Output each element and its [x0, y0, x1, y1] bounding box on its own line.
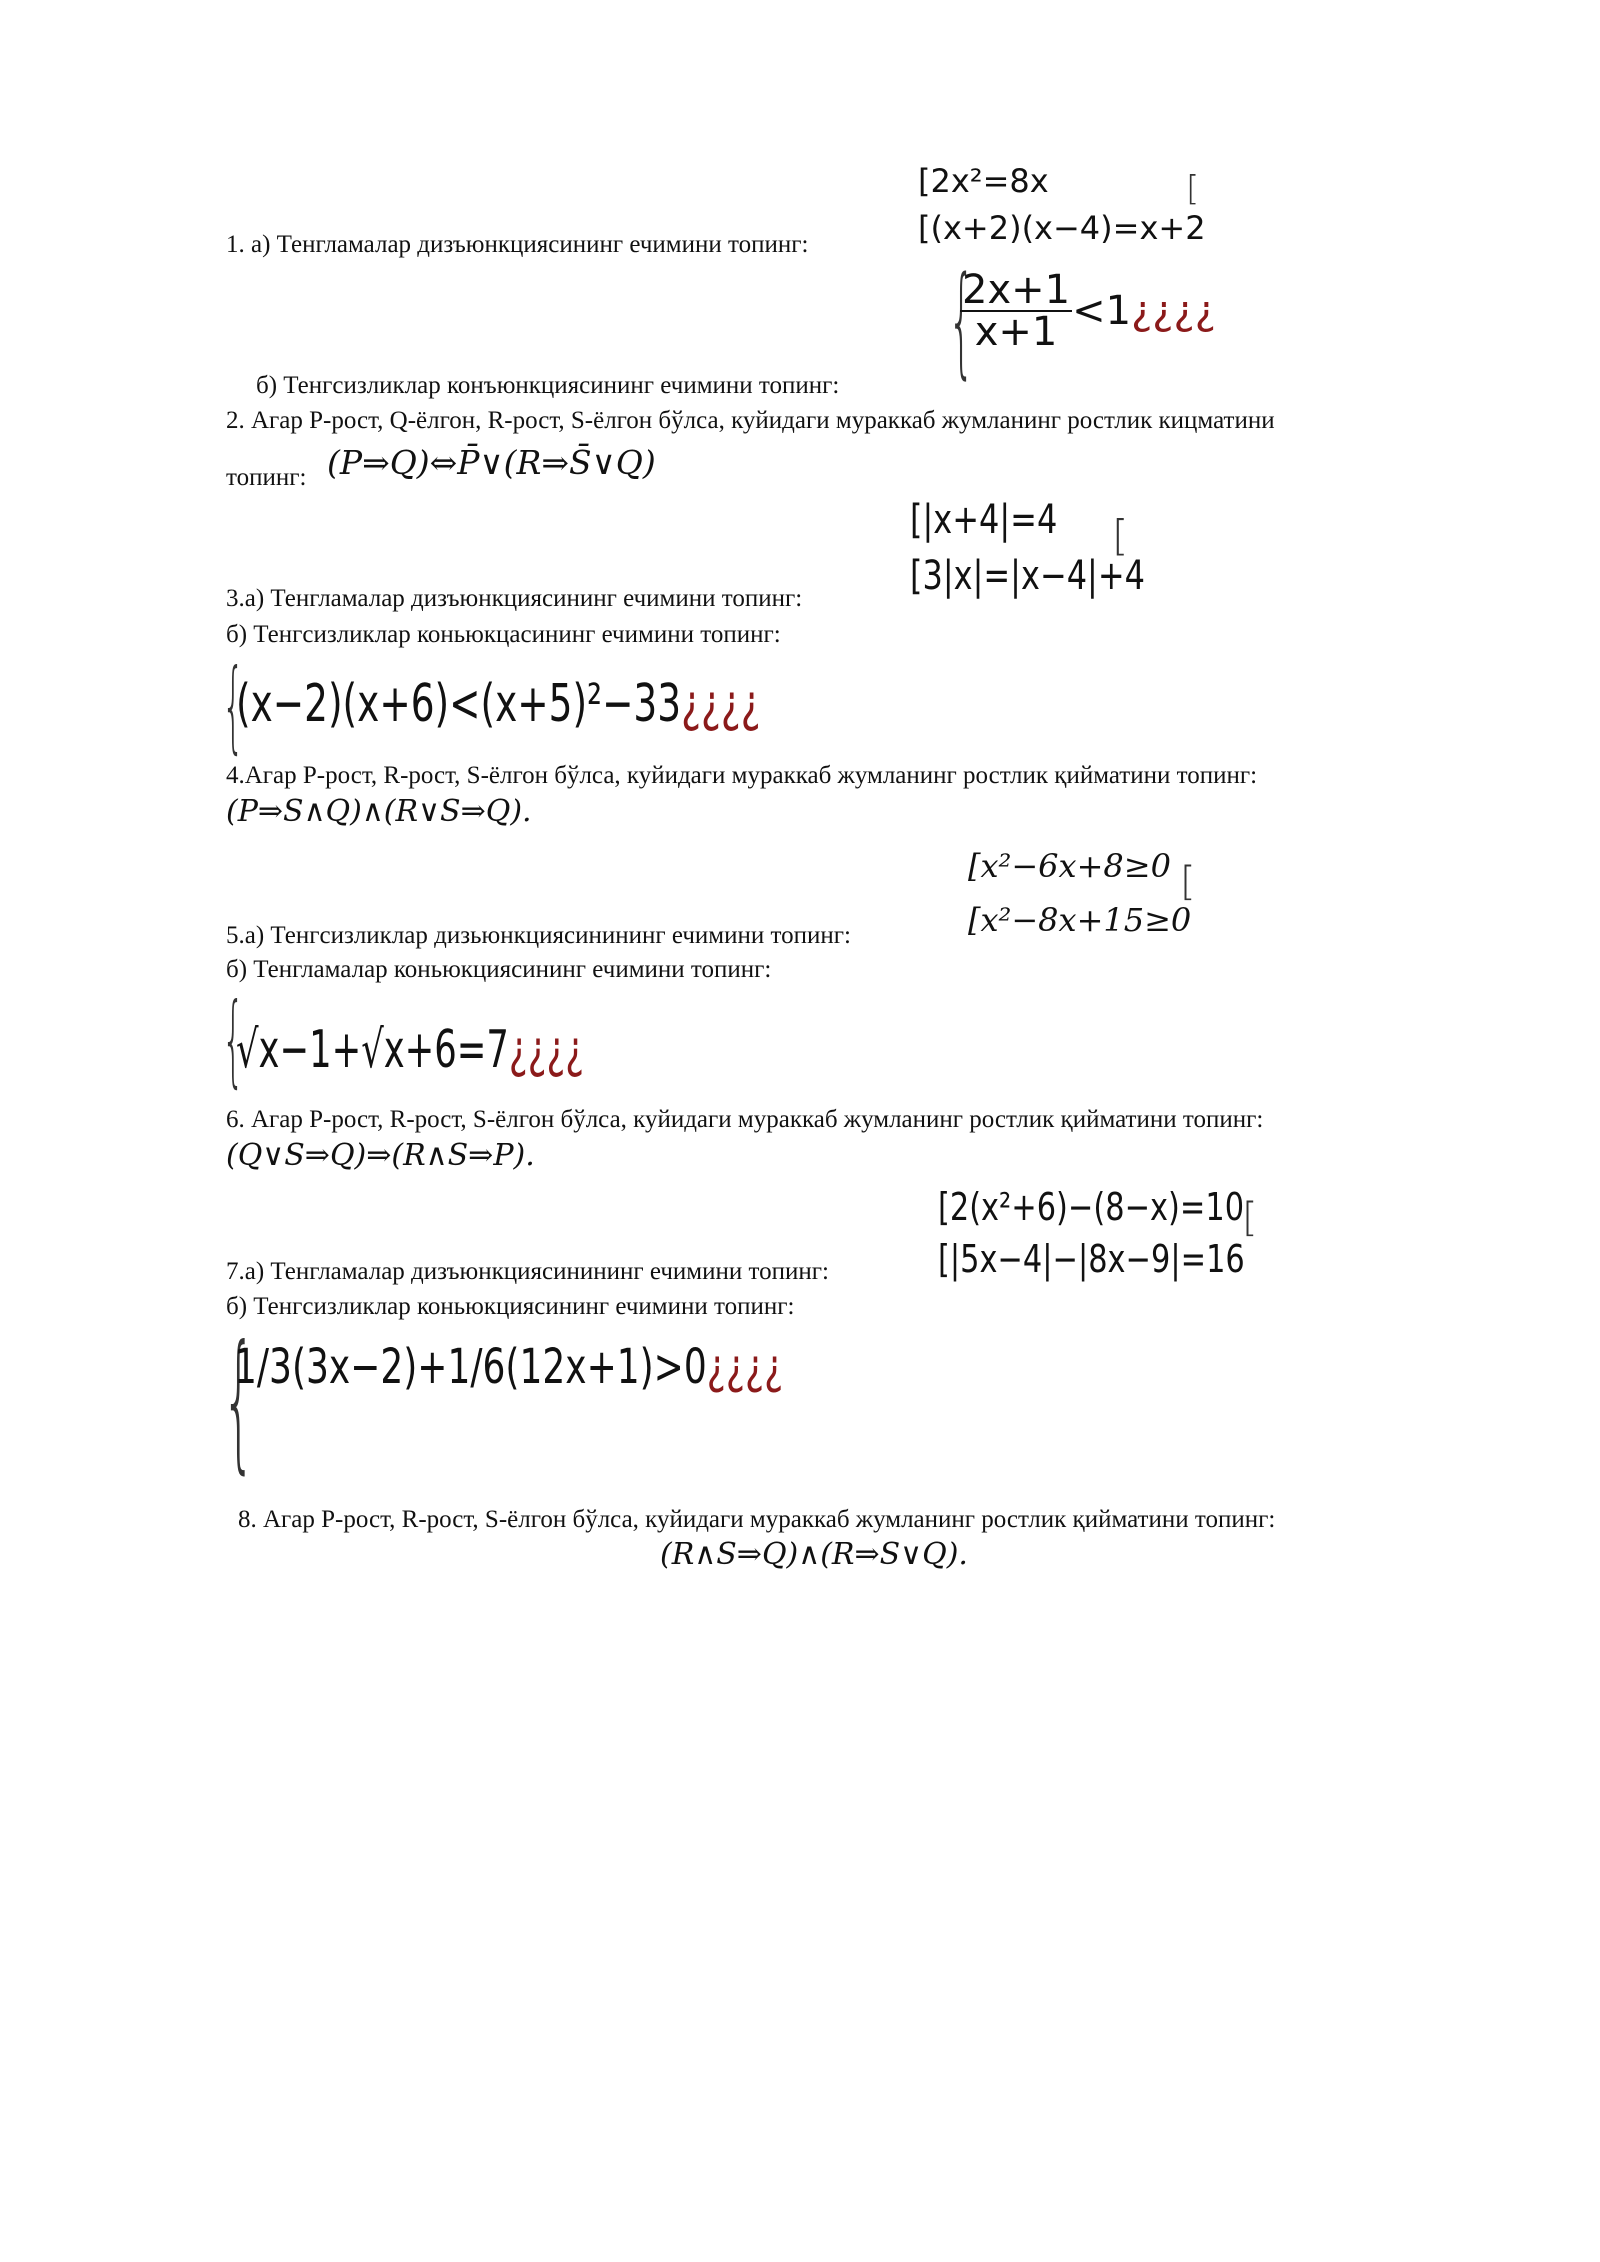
- p7-b-formula: 1/3(3x−2)+1/6(12x+1)>0: [234, 1339, 707, 1395]
- p7-b-inequality: [234, 1339, 784, 1395]
- p5-a-system-line1: [x²−6x+8≥0: [968, 847, 1171, 885]
- p7-a-system-line1: [2(x²+6)−(8−x)=10: [938, 1185, 1245, 1229]
- p1-a-system-line2: [(x+2)(x−4)=x+2: [918, 209, 1206, 247]
- p5-b-garble: ¿¿¿¿: [508, 1020, 585, 1080]
- p1-b-inequality: [960, 267, 1216, 355]
- p2-formula: (P⇒Q)⇔P̄∨(R⇒S̄∨Q): [327, 443, 656, 482]
- p5-b-text: б) Тенгламалар коньюкциясининг ечимини топинг:: [226, 956, 772, 983]
- p7-a-text: 7.а) Тенгламалар дизъюнкциясинининг ечимини топинг:: [226, 1258, 829, 1285]
- p3-b-text: б) Тенгсизликлар коньюкцасининг ечимини топинг:: [226, 621, 781, 648]
- p6-text: 6. Агар P-рост, R-рост, S-ёлгон бўлса, куйидаги мураккаб жумланинг ростлик қийматини топинг:: [226, 1106, 1264, 1133]
- p1-a-system-line1: [2x²=8x: [918, 162, 1049, 200]
- p5-a-system-line2: [x²−8x+15≥0: [968, 901, 1192, 939]
- p8-text: 8. Агар P-рост, R-рост, S-ёлгон бўлса, куйидаги мураккаб жумланинг ростлик қийматини топинг:: [238, 1506, 1276, 1533]
- p1-a-bracket: [: [1186, 169, 1200, 209]
- p1-b-garble: ¿¿¿¿: [1131, 288, 1216, 334]
- p8-formula: (R∧S⇒Q)∧(R⇒S∨Q).: [660, 1537, 968, 1572]
- p1-b-text: б) Тенгсизликлар конъюнкциясининг ечимини топинг:: [256, 372, 840, 399]
- p5-a-bracket: [: [1180, 859, 1196, 905]
- p7-a-system-line2: [|5x−4|−|8x−9|=16: [938, 1237, 1245, 1281]
- p1-b-brace: {: [948, 252, 975, 391]
- p3-b-brace: {: [222, 647, 245, 764]
- p3-b-formula: (x−2)(x+6)<(x+5)²−33: [236, 674, 682, 734]
- p1-a-text: 1. а) Тенгламалар дизъюнкциясининг ечимини топинг:: [226, 231, 809, 258]
- p2-text-line2: топинг:: [226, 464, 307, 491]
- p1-b-relation: <1: [1072, 288, 1132, 334]
- p7-b-brace: {: [222, 1314, 256, 1488]
- p5-b-equation: [236, 1020, 585, 1080]
- p3-b-inequality: [236, 674, 761, 734]
- p3-a-system-line1: [|x+4|=4: [910, 497, 1058, 543]
- p1-b-denominator: x+1: [974, 309, 1058, 355]
- p3-a-bracket: [: [1112, 511, 1129, 560]
- p1-b-numerator: 2x+1: [962, 267, 1071, 313]
- p4-text: 4.Агар P-рост, R-рост, S-ёлгон бўлса, куйидаги мураккаб жумланинг ростлик қийматини топинг:: [226, 762, 1258, 789]
- p7-a-bracket: [: [1242, 1195, 1258, 1241]
- p4-formula: (P⇒S∧Q)∧(R∨S⇒Q).: [226, 794, 532, 829]
- p7-b-text: б) Тенгсизликлар коньюкциясининг ечимини топинг:: [226, 1293, 795, 1320]
- p7-b-garble: ¿¿¿¿: [706, 1339, 784, 1395]
- p5-b-formula: √x−1+√x+6=7: [236, 1020, 509, 1080]
- p6-formula: (Q∨S⇒Q)⇒(R∧S⇒P).: [226, 1138, 535, 1173]
- p3-a-system-line2: [3|x|=|x−4|+4: [910, 553, 1145, 599]
- p3-a-text: 3.а) Тенгламалар дизъюнкциясининг ечимини топинг:: [226, 585, 803, 612]
- p5-b-brace: {: [222, 981, 245, 1098]
- p3-b-garble: ¿¿¿¿: [681, 674, 761, 734]
- p2-text-line1: 2. Агар P-рост, Q-ёлгон, R-рост, S-ёлгон бўлса, куйидаги мураккаб жумланинг ростлик кицматини: [226, 407, 1275, 434]
- p5-a-text: 5.а) Тенгсизликлар дизьюнкциясинининг ечимини топинг:: [226, 922, 851, 949]
